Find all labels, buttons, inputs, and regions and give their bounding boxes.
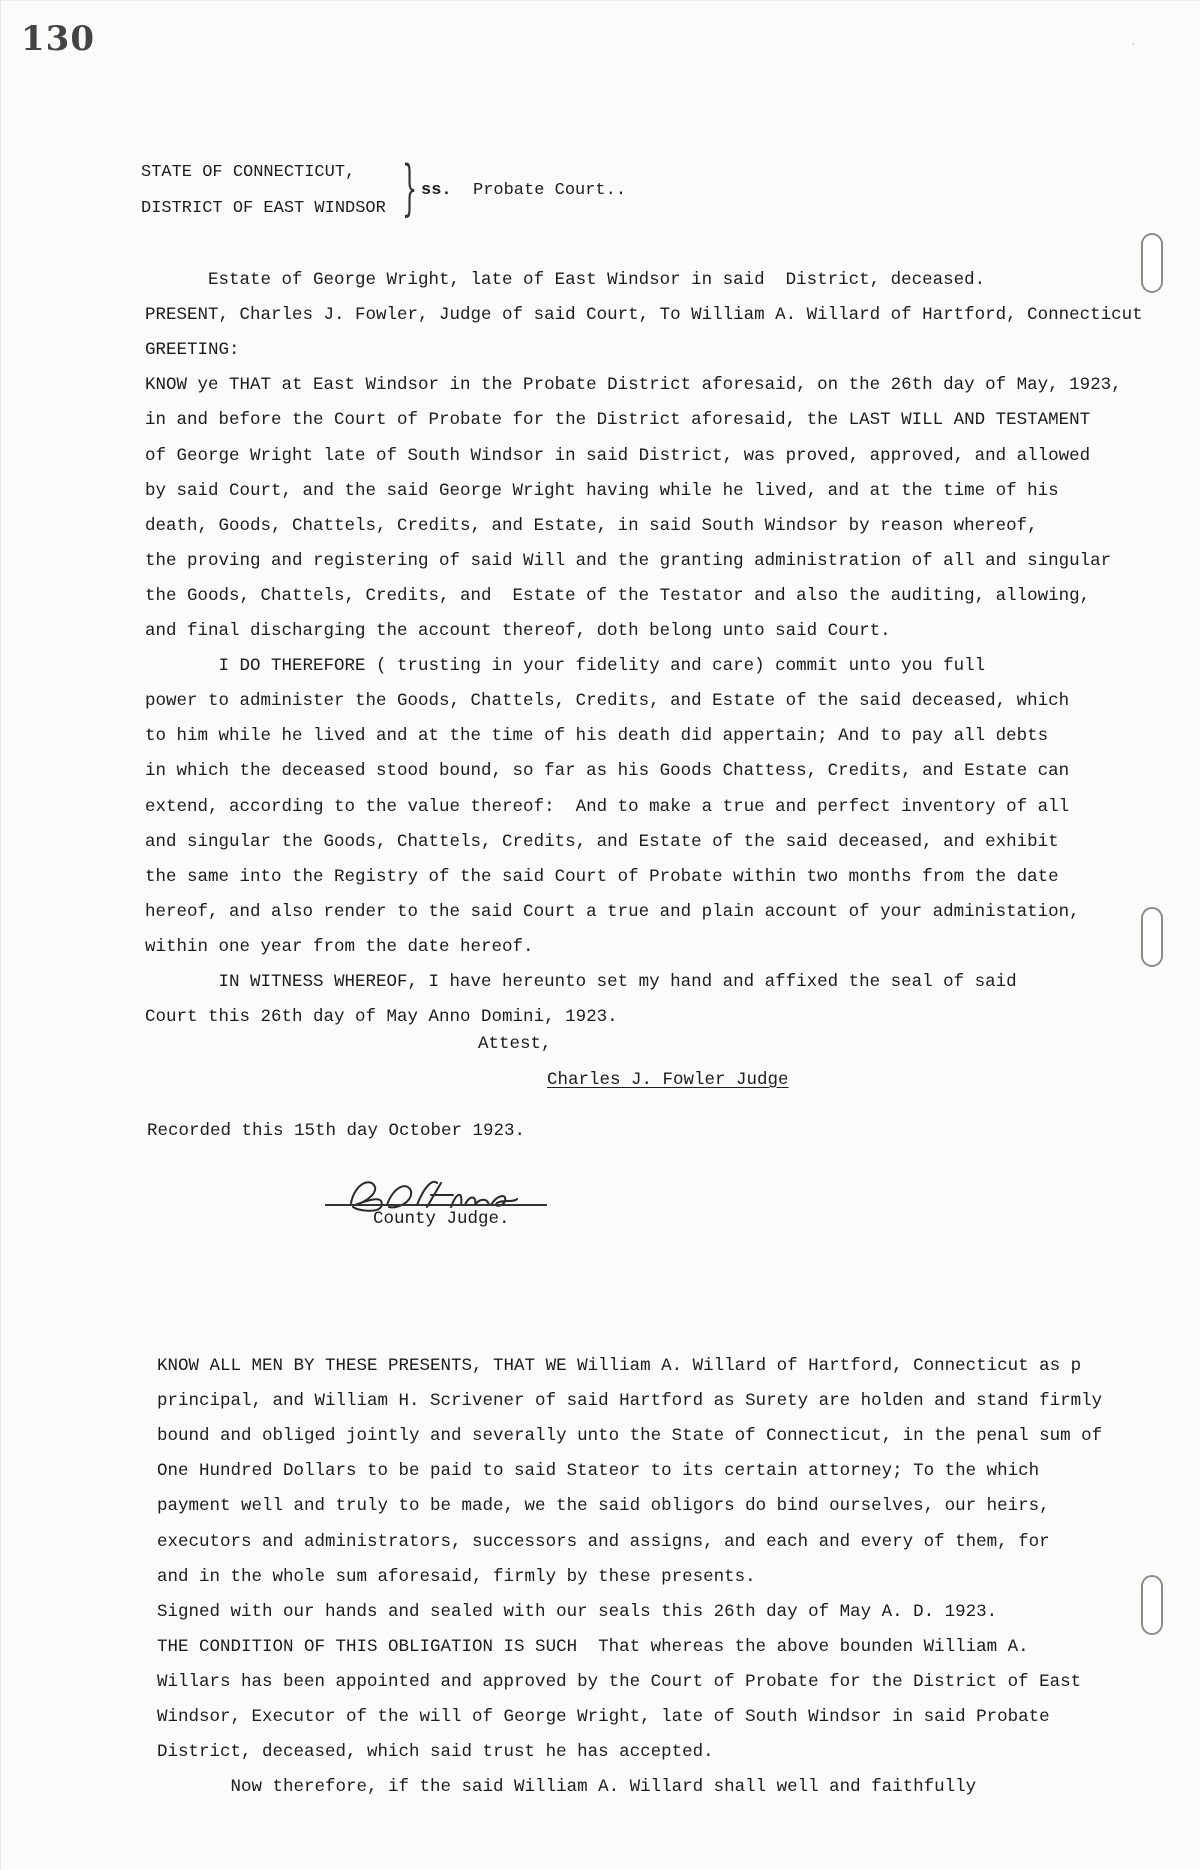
- county-judge-title: County Judge.: [373, 1209, 510, 1229]
- letters-line: by said Court, and the said George Wright having while he lived, and at the time of his: [145, 480, 1059, 501]
- attest-label: Attest,: [478, 1034, 552, 1054]
- binder-hole-bottom: [1141, 1575, 1163, 1635]
- letters-line: Estate of George Wright, late of East Windsor in said District, deceased.: [145, 270, 986, 290]
- bond-line: payment well and truly to be made, we the said obligors do bind ourselves, our heirs,: [157, 1496, 1050, 1517]
- letters-line: GREETING:: [145, 340, 240, 361]
- caption-court: Probate Court..: [473, 181, 627, 200]
- letters-line: in which the deceased stood bound, so far as his Goods Chattess, Credits, and Estate can: [145, 761, 1070, 782]
- signature-rule: [325, 1204, 547, 1206]
- bond-line: principal, and William H. Scrivener of said Hartford as Surety are holden and stand firmly: [157, 1391, 1103, 1412]
- letters-line: extend, according to the value thereof: And to make a true and perfect inventory of all: [145, 796, 1070, 817]
- bond-line: KNOW ALL MEN BY THESE PRESENTS, THAT WE William A. Willard of Hartford, Connecticut as p: [157, 1356, 1082, 1376]
- bond-line: Windsor, Executor of the will of George Wright, late of South Windsor in said Probate: [157, 1707, 1050, 1727]
- bond-line: bound and obliged jointly and severally unto the State of Connecticut, in the penal sum of: [157, 1426, 1103, 1447]
- bond-line: Willars has been appointed and approved by the Court of Probate for the District of East: [157, 1671, 1082, 1692]
- letters-line: power to administer the Goods, Chattels, Credits, and Estate of the said deceased, which: [145, 691, 1070, 712]
- judge-signature: Charles J. Fowler Judge: [547, 1070, 789, 1090]
- letters-line: of George Wright late of South Windsor in said District, was proved, approved, and allowed: [145, 445, 1091, 466]
- letters-line: KNOW ye THAT at East Windsor in the Probate District aforesaid, on the 26th day of May, 1923,: [145, 375, 1122, 396]
- bond-line: One Hundred Dollars to be paid to said Stateor to its certain attorney; To the which: [157, 1461, 1040, 1482]
- letters-line: hereof, and also render to the said Court a true and plain account of your administation,: [145, 901, 1080, 922]
- caption-block: [141, 153, 741, 223]
- letters-line: the Goods, Chattels, Credits, and Estate of the Testator and also the auditing, allowing,: [145, 585, 1091, 606]
- letters-line: the proving and registering of said Will and the granting administration of all and singular: [145, 550, 1112, 571]
- letters-line: within one year from the date hereof.: [145, 936, 534, 957]
- letters-line: in and before the Court of Probate for the District aforesaid, the LAST WILL AND TESTAMENT: [145, 410, 1091, 431]
- corner-mark: ˌ: [1129, 31, 1138, 47]
- letters-line: to him while he lived and at the time of his death did appertain; And to pay all debts: [145, 726, 1049, 747]
- bond-line: Signed with our hands and sealed with our seals this 26th day of May A. D. 1923.: [157, 1601, 998, 1622]
- bond-line: District, deceased, which said trust he has accepted.: [157, 1742, 714, 1763]
- letters-line: PRESENT, Charles J. Fowler, Judge of said Court, To William A. Willard of Hartford, Connecticut: [145, 305, 1143, 326]
- caption-state: STATE OF CONNECTICUT,: [141, 163, 356, 182]
- page-number: 130: [21, 19, 95, 59]
- letters-line: and final discharging the account thereof, doth belong unto said Court.: [145, 621, 891, 641]
- letters-line: I DO THEREFORE ( trusting in your fidelity and care) commit unto you full: [145, 656, 986, 677]
- bond-line: executors and administrators, successors and assigns, and each and every of them, for: [157, 1531, 1050, 1552]
- recorded-line: Recorded this 15th day October 1923.: [147, 1121, 526, 1141]
- caption-district: DISTRICT OF EAST WINDSOR: [141, 199, 386, 218]
- binder-hole-middle: [1141, 907, 1163, 967]
- letters-line: IN WITNESS WHEREOF, I have hereunto set my hand and affixed the seal of said: [145, 972, 1017, 992]
- letters-line: and singular the Goods, Chattels, Credits, and Estate of the said deceased, and exhibit: [145, 831, 1059, 852]
- bond-line: THE CONDITION OF THIS OBLIGATION IS SUCH That whereas the above bounden William A.: [157, 1636, 1029, 1657]
- letters-line: the same into the Registry of the said Court of Probate within two months from the date: [145, 866, 1059, 887]
- binder-hole-top: [1141, 233, 1163, 293]
- brace-icon: }: [402, 153, 418, 223]
- bond-line: and in the whole sum aforesaid, firmly by these presents.: [157, 1566, 756, 1587]
- bond-line: Now therefore, if the said William A. Willard shall well and faithfully: [157, 1777, 977, 1798]
- letters-line: death, Goods, Chattels, Credits, and Estate, in said South Windsor by reason whereof,: [145, 515, 1038, 536]
- caption-ss: ss.: [421, 181, 452, 200]
- letters-line: Court this 26th day of May Anno Domini, 1923.: [145, 1007, 618, 1028]
